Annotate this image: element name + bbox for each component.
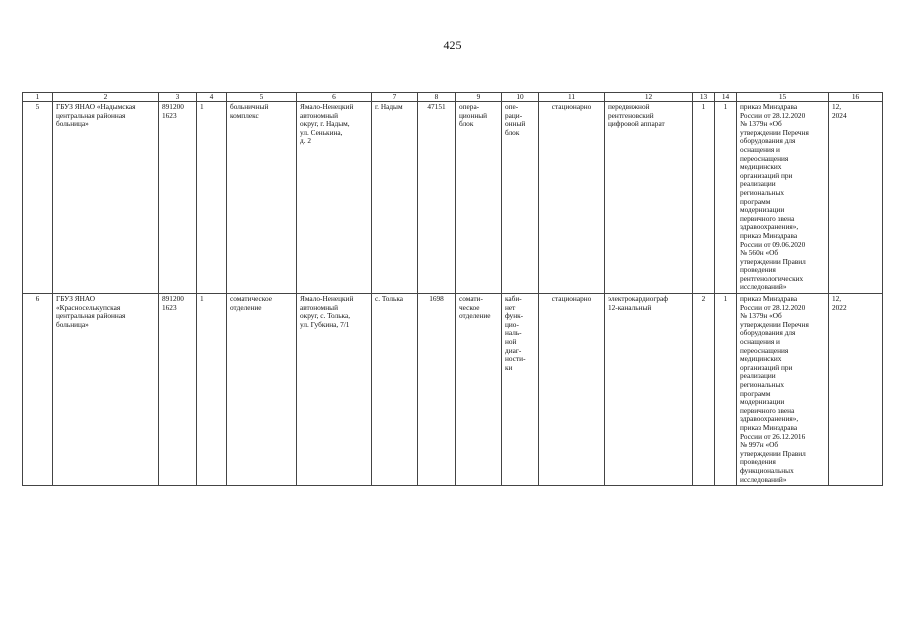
column-number: 15 [737,93,829,102]
date-cell: 12, 2024 [829,102,883,294]
settlement-cell: г. Надым [372,102,418,294]
column-number: 4 [197,93,227,102]
legal-basis-cell: приказ Минздрава России от 28.12.2020 № 1379н «Об утверждении Перечня оборудования для оснащения и переоснащения медицинских организаций при реализации региональных программ модернизации первичного звена здравоохранения», приказ Минздрава России от 09.06.2020 № 560н «Об утверждении Правил проведения рентгенологических исследований» [737,102,829,294]
column-number: 8 [418,93,456,102]
col14-cell: 1 [715,294,737,486]
organization-cell: ГБУЗ ЯНАО «Красноселькупская центральная районная больница» [53,294,159,486]
column-number: 12 [605,93,693,102]
col4-cell: 1 [197,294,227,486]
settlement-cell: с. Толька [372,294,418,486]
column-number: 9 [456,93,502,102]
population-cell: 1698 [418,294,456,486]
equipment-cell: электрокардиограф 12-канальный [605,294,693,486]
table-row [23,102,883,294]
building-cell: соматическое отделение [227,294,297,486]
table-row [23,294,883,486]
column-number: 10 [502,93,539,102]
code-cell: 891200 1623 [159,102,197,294]
column-number: 2 [53,93,159,102]
department-cell: сомати- ческое отделение [456,294,502,486]
code-cell: 891200 1623 [159,294,197,486]
address-cell: Ямало-Ненецкий автономный округ, с. Толька, ул. Губкина, 7/1 [297,294,372,486]
organization-cell: ГБУЗ ЯНАО «Надымская центральная районная больница» [53,102,159,294]
row-number: 6 [23,294,53,486]
department-cell: опера- ционный блок [456,102,502,294]
column-number: 7 [372,93,418,102]
column-number: 16 [829,93,883,102]
date-cell: 12, 2022 [829,294,883,486]
building-cell: больничный комплекс [227,102,297,294]
page-number: 425 [443,38,462,52]
col13-cell: 1 [693,102,715,294]
column-number: 11 [539,93,605,102]
address-cell: Ямало-Ненецкий автономный округ, г. Надым, ул. Сенькина, д. 2 [297,102,372,294]
column-number-row [23,93,883,102]
column-number: 13 [693,93,715,102]
row-number: 5 [23,102,53,294]
col13-cell: 2 [693,294,715,486]
legal-basis-cell: приказ Минздрава России от 28.12.2020 № 1379н «Об утверждении Перечня оборудования для оснащения и переоснащения медицинских организаций при реализации региональных программ модернизации первичного звена здравоохранения», приказ Минздрава России от 26.12.2016 № 997н «Об утверждении Правил проведения функциональных исследований» [737,294,829,486]
column-number: 14 [715,93,737,102]
care-type-cell: стационарно [539,294,605,486]
column-number: 1 [23,93,53,102]
col4-cell: 1 [197,102,227,294]
column-number: 6 [297,93,372,102]
column-number: 3 [159,93,197,102]
equipment-cell: передвижной рентгеновский цифровой аппарат [605,102,693,294]
population-cell: 47151 [418,102,456,294]
equipment-table [22,92,883,486]
care-type-cell: стационарно [539,102,605,294]
room-cell: каби- нет функ- цио- наль- ной диаг- ности- ки [502,294,539,486]
col14-cell: 1 [715,102,737,294]
room-cell: опе- раци- онный блок [502,102,539,294]
column-number: 5 [227,93,297,102]
